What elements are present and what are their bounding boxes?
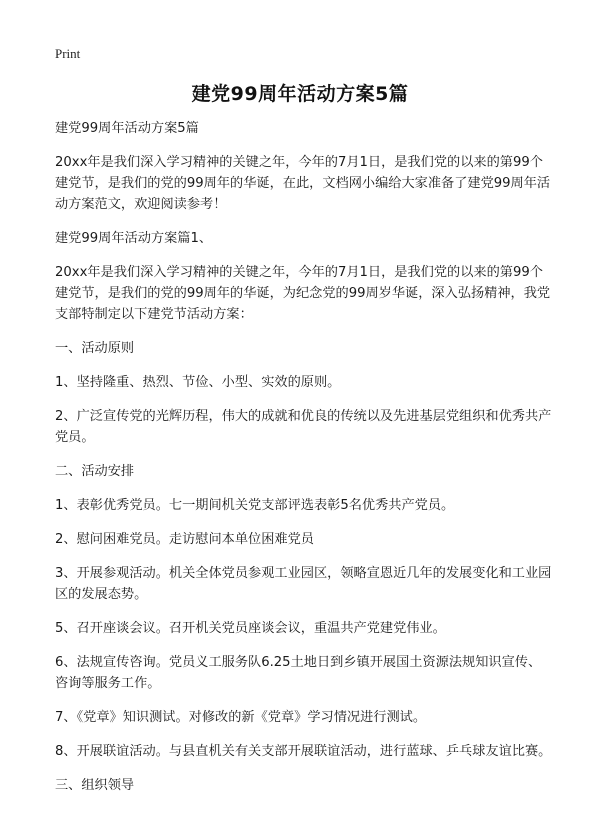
section-heading-principles: 一、活动原则: [55, 341, 135, 356]
paragraph-subtitle: 建党99周年活动方案5篇: [55, 121, 199, 136]
list-item-arrangement-1: 1、表彰优秀党员。七一期间机关党支部评选表彰5名优秀共产党员。: [55, 498, 455, 513]
list-item-principle-1: 1、坚持隆重、热烈、节俭、小型、实效的原则。: [55, 375, 341, 390]
document-body: [55, 118, 553, 809]
list-item-arrangement-2: 2、慰问困难党员。走访慰问本单位困难党员: [55, 532, 314, 547]
section-heading-plan-1: 建党99周年活动方案篇1、: [55, 231, 213, 246]
section-heading-arrangements: 二、活动安排: [55, 464, 135, 479]
list-item-arrangement-6: 6、法规宣传咨询。党员义工服务队6.25土地日到乡镇开展国土资源法规知识宣传、咨询等服务工作。: [55, 655, 542, 691]
list-item-principle-2: 2、广泛宣传党的光辉历程，伟大的成就和优良的传统以及先进基层党组织和优秀共产党员。: [55, 409, 552, 445]
document-title: 建党99周年活动方案5篇: [191, 83, 409, 105]
list-item-arrangement-3: 3、开展参观活动。机关全体党员参观工业园区，领略宣恩近几年的发展变化和工业园区的发展态势。: [55, 566, 552, 602]
paragraph-intro: 20xx年是我们深入学习精神的关键之年，今年的7月1日，是我们党的以来的第99个建党节，是我们的党的99周年的华诞，在此，文档网小编给大家准备了建党99周年活动方案范文，欢迎阅读参考！: [55, 155, 551, 212]
list-item-arrangement-7: 7、《党章》知识测试。对修改的新《党章》学习情况进行测试。: [55, 710, 427, 725]
list-item-arrangement-8: 8、开展联谊活动。与县直机关有关支部开展联谊活动，进行蓝球、乒乓球友谊比赛。: [55, 744, 552, 759]
list-item-arrangement-5: 5、召开座谈会议。召开机关党员座谈会议，重温共产党建党伟业。: [55, 621, 446, 636]
print-label: Print: [55, 46, 81, 61]
section-heading-leadership: 三、组织领导: [55, 778, 135, 793]
paragraph-plan-intro: 20xx年是我们深入学习精神的关键之年，今年的7月1日，是我们党的以来的第99个建党节，是我们的党的99周年的华诞，为纪念党的99周岁华诞，深入弘扬精神，我党支部特制定以下建党节活动方案：: [55, 265, 551, 322]
